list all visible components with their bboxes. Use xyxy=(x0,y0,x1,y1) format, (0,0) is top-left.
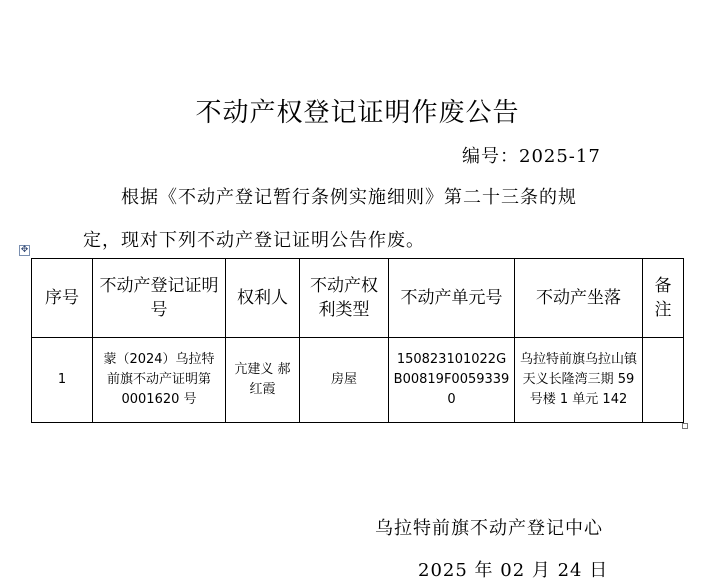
table-row xyxy=(32,338,684,423)
header-cert-no: 不动产登记证明号 xyxy=(93,259,226,338)
issuing-organization: 乌拉特前旗不动产登记中心 xyxy=(375,518,603,539)
notice-title: 不动产权登记证明作废公告 xyxy=(195,98,520,128)
header-unit-no: 不动产单元号 xyxy=(389,259,515,338)
issue-date: 2025 年 02 月 24 日 xyxy=(418,560,609,581)
table-move-handle-icon[interactable]: ✥ xyxy=(20,245,29,255)
header-right-type: 不动产权利类型 xyxy=(300,259,389,338)
cell-holder: 亢建义 郝红霞 xyxy=(226,338,300,423)
notice-body-line-2: 定，现对下列不动产登记证明公告作废。 xyxy=(83,230,425,251)
header-seq: 序号 xyxy=(32,259,93,338)
table-resize-handle[interactable] xyxy=(682,423,688,429)
header-holder: 权利人 xyxy=(226,259,300,338)
cell-location: 乌拉特前旗乌拉山镇天义长隆湾三期 59 号楼 1 单元 142 xyxy=(515,338,643,423)
header-location: 不动产坐落 xyxy=(515,259,643,338)
cell-unit-no: 150823101022GB00819F00593390 xyxy=(389,338,515,423)
document-number: 编号：2025-17 xyxy=(462,146,601,167)
voided-certificates-table xyxy=(31,258,684,423)
cell-cert-no: 蒙（2024）乌拉特前旗不动产证明第 0001620 号 xyxy=(93,338,226,423)
cell-seq: 1 xyxy=(32,338,93,423)
cell-right-type: 房屋 xyxy=(300,338,389,423)
cell-remark xyxy=(643,338,684,423)
notice-body-line-1: 根据《不动产登记暂行条例实施细则》第二十三条的规 xyxy=(121,187,577,208)
table-header-row xyxy=(32,259,684,338)
header-remark: 备注 xyxy=(643,259,684,338)
